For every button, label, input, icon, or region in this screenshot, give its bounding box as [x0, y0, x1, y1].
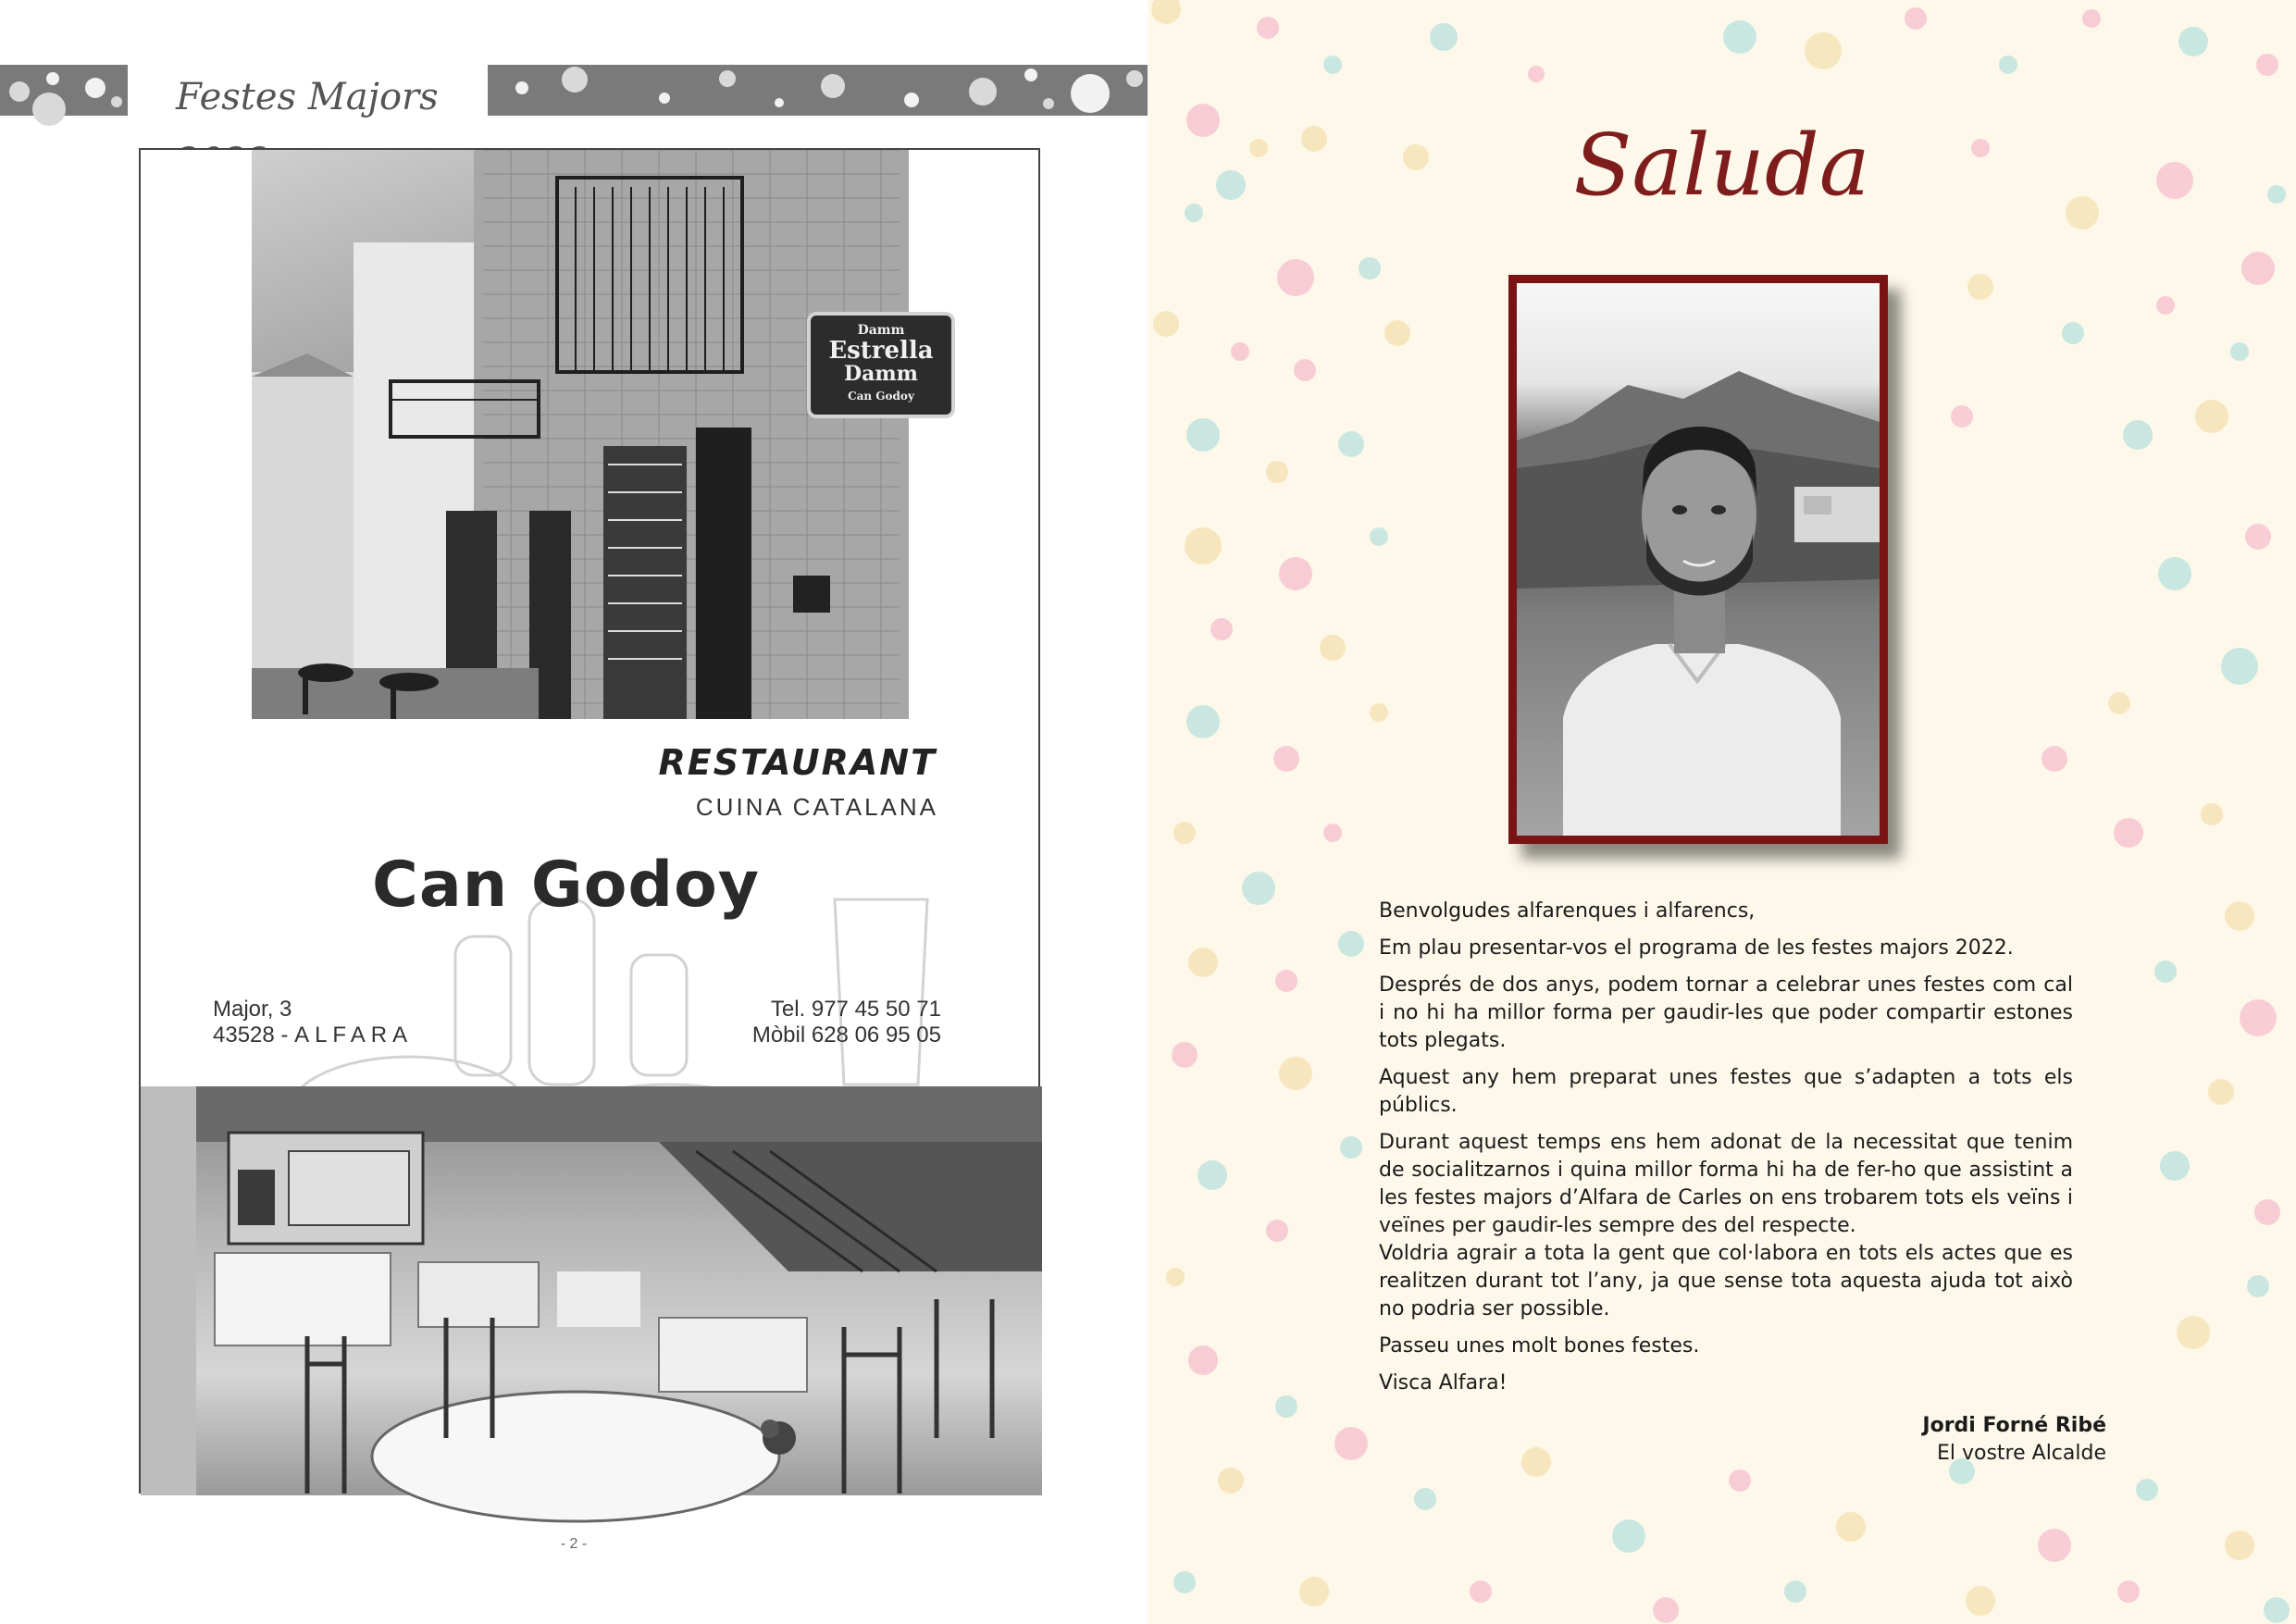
letter-paragraph: Benvolgudes alfarenques i alfarencs, — [1379, 899, 1756, 923]
mayor-portrait — [1517, 283, 1880, 836]
estrella-damm-sign: Damm Estrella Damm Can Godoy — [807, 312, 955, 418]
greeting-letter — [1379, 898, 2073, 1407]
address-postcode: 43528 - — [213, 1023, 289, 1048]
letter-paragraph: Passeu unes molt bones festes. — [1379, 1334, 1700, 1357]
header-band-right — [488, 65, 1148, 116]
right-page — [1148, 0, 2296, 1624]
letter-paragraph: Voldria agrair a tota la gent que col·labora en tots els actes que es realitzen durant tot l’any, ja que sense tota aquesta ajuda tot això no podria ser possible. — [1379, 1242, 2073, 1320]
letter-paragraph: Durant aquest temps ens hem adonat de la necessitat que tenim de socialitzarnos i quina millor forma hi ha de fer-ho que assistint a les festes majors d’Alfara de Carles on ens trobarem tots els veïns i veïnes per gaudir-les sempre des del respecte. — [1379, 1131, 2073, 1237]
dining-room-photo — [141, 1086, 1042, 1495]
signature-role: El vostre Alcalde — [1936, 1442, 2106, 1465]
signature-name: Jordi Forné Ribé — [1922, 1414, 2106, 1437]
mayor-portrait-frame — [1508, 275, 1888, 844]
phone: Tel. 977 45 50 71 — [770, 997, 941, 1022]
page-title: Saluda — [1573, 116, 1870, 215]
restaurant-ad — [139, 148, 1040, 1494]
letter-paragraph: Visca Alfara! — [1379, 1371, 1508, 1395]
mobile: Mòbil 628 06 95 05 — [751, 1023, 941, 1048]
page-number: - 2 - — [560, 1536, 588, 1552]
letter-paragraph: Aquest any hem preparat unes festes que s’adapten a tots els públics. — [1379, 1066, 2073, 1117]
letter-paragraph: Em plau presentar-vos el programa de les festes majors 2022. — [1379, 936, 2014, 960]
address — [213, 997, 413, 1048]
cuisine-label: CUINA CATALANA — [695, 793, 938, 821]
address-street: Major, 3 — [213, 997, 292, 1022]
header-title: Festes Majors — [176, 76, 439, 118]
letter-paragraph: Després de dos anys, podem tornar a celebrar unes festes com cal i no hi ha millor forma per gaudir-les que poder compartir estones tots plegats. — [1379, 973, 2073, 1052]
restaurant-name: Can Godoy — [372, 849, 761, 922]
restaurant-facade-photo — [252, 150, 934, 719]
address-town: ALFARA — [294, 1023, 414, 1048]
phone-numbers — [752, 997, 941, 1048]
signature — [1922, 1412, 2106, 1468]
header-band-left — [0, 65, 128, 116]
restaurant-label: RESTAURANT — [658, 742, 937, 783]
